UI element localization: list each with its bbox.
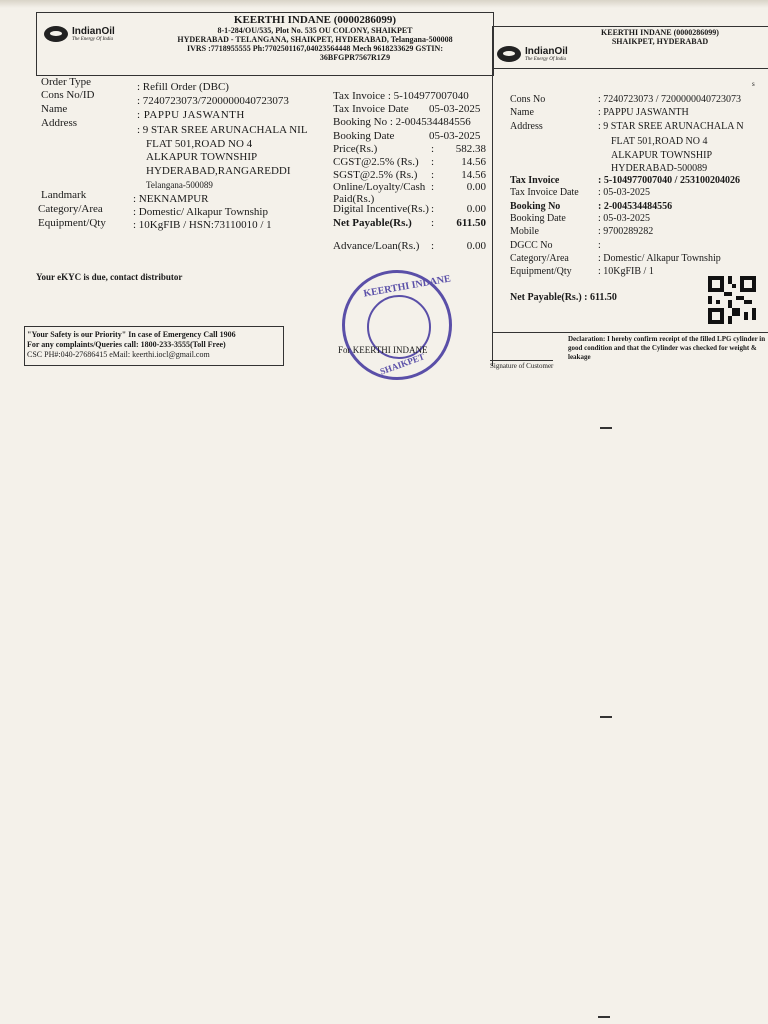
counterfoil-row-label: Booking No xyxy=(510,201,561,212)
counterfoil-row-label: Cons No xyxy=(510,94,546,105)
value-address-5: Telangana-500089 xyxy=(146,180,213,190)
price-row-label: Online/Loyalty/Cash xyxy=(333,181,426,193)
right-indianoil-logo xyxy=(497,46,568,62)
price-row-value: 0.00 xyxy=(466,203,486,215)
price-row-value: 582.38 xyxy=(455,143,486,155)
counterfoil-row-value: : 9700289282 xyxy=(598,226,654,237)
price-row-separator: : xyxy=(431,203,435,215)
label-landmark: Landmark xyxy=(41,189,87,201)
counterfoil-row-value: : Domestic/ Alkapur Township xyxy=(598,253,721,264)
booking-date-label: Booking Date xyxy=(333,130,395,142)
price-row-value: 611.50 xyxy=(456,217,486,229)
counterfoil-row-label: Tax Invoice Date xyxy=(510,187,579,198)
price-row-separator: : xyxy=(431,143,435,155)
value-cons-no: : 7240723073/7200000040723073 xyxy=(137,95,289,107)
emergency-line: "Your Safety is our Priority" In case of Emergency Call 1906 xyxy=(27,330,236,339)
counterfoil-row-value: : 9 STAR SREE ARUNACHALA N xyxy=(598,121,744,132)
customer-signature-label: Signature of Customer xyxy=(490,362,554,370)
for-distributor-label: For KEERTHI INDANE xyxy=(338,345,428,355)
right-distributor-location: SHAIKPET, HYDERABAD xyxy=(611,37,709,46)
value-address-1: : 9 STAR SREE ARUNACHALA NIL xyxy=(137,124,308,136)
stamp-text-top: KEERTHI INDANE xyxy=(362,273,452,300)
value-address-4: HYDERABAD,RANGAREDDI xyxy=(146,165,291,177)
counterfoil-row-label: DGCC No xyxy=(510,240,553,251)
distributor-title: KEERTHI INDANE (0000286099) xyxy=(233,14,397,26)
complaints-line: For any complaints/Queries call: 1800-233-3555(Toll Free) xyxy=(27,340,226,349)
counterfoil-row-value: : 10KgFIB / 1 xyxy=(598,266,654,277)
counterfoil-row-value: ALKAPUR TOWNSHIP xyxy=(611,150,713,161)
declaration-text: Declaration: I hereby confirm receipt of the filled LPG cylinder in good condition and that the Cylinder was checked for weight & leakage xyxy=(568,335,766,361)
price-row-value: 14.56 xyxy=(461,156,486,168)
counterfoil-row-label: Booking Date xyxy=(510,213,566,224)
indianoil-logo-icon xyxy=(497,46,521,62)
price-row-separator: : xyxy=(431,169,435,181)
right-header-rule xyxy=(492,68,768,69)
counterfoil-row-value: : xyxy=(598,240,601,251)
counterfoil-row-value: : 7240723073 / 7200000040723073 xyxy=(598,94,742,105)
label-order-type: Order Type xyxy=(41,76,92,88)
address-line-2: HYDERABAD - TELANGANA, SHAIKPET, HYDERABAD, Telangana-500008 xyxy=(177,35,453,44)
price-row-label: Price(Rs.) xyxy=(333,143,378,155)
price-row-label: Digital Incentive(Rs.) xyxy=(333,203,429,215)
price-row-value: 0.00 xyxy=(466,181,486,193)
punch-mark xyxy=(600,716,612,718)
value-address-2: FLAT 501,ROAD NO 4 xyxy=(146,138,253,150)
counterfoil-row-label: Tax Invoice xyxy=(510,175,560,186)
logo-tagline: The Energy Of India xyxy=(525,56,567,62)
label-address: Address xyxy=(41,117,78,129)
label-cons-no: Cons No/ID xyxy=(41,89,95,101)
stamp-text-bottom: SHAIKPET xyxy=(378,351,426,377)
counterfoil-row-label: Equipment/Qty xyxy=(510,266,572,277)
counterfoil-row-value: : 05-03-2025 xyxy=(598,187,650,198)
counterfoil-row-label: Category/Area xyxy=(510,253,569,264)
counterfoil-row-label: Address xyxy=(510,121,543,132)
logo-name: IndianOil xyxy=(525,45,568,57)
contact-line: IVRS :7718955555 Ph:7702501167,04023564448 Mech 9618233629 GSTIN: xyxy=(186,44,443,53)
value-category: : Domestic/ Alkapur Township xyxy=(133,206,268,218)
left-indianoil-logo xyxy=(44,26,115,42)
paper-edge xyxy=(0,0,768,8)
counterfoil-row-value: : 05-03-2025 xyxy=(598,213,650,224)
label-name: Name xyxy=(41,103,68,115)
price-row-value: 0.00 xyxy=(466,240,486,252)
value-name: : PAPPU JASWANTH xyxy=(137,109,245,121)
counterfoil-row-value: : 5-104977007040 / 253100204026 xyxy=(598,175,740,186)
price-row-separator: : xyxy=(431,240,435,252)
price-row-label: CGST@2.5% (Rs.) xyxy=(333,156,419,168)
price-row-separator: : xyxy=(431,181,435,193)
left-header xyxy=(140,14,490,62)
counterfoil-row-label: Name xyxy=(510,107,534,118)
right-header xyxy=(560,28,760,46)
right-net-payable: Net Payable(Rs.) : 611.50 xyxy=(510,292,617,303)
price-row-separator: : xyxy=(431,156,435,168)
logo-tagline: The Energy Of India xyxy=(72,36,114,42)
label-category: Category/Area xyxy=(38,203,103,215)
price-row-label: Paid(Rs.) xyxy=(333,193,375,205)
counterfoil-row-value: FLAT 501,ROAD NO 4 xyxy=(611,136,708,147)
punch-mark xyxy=(600,427,612,429)
tax-invoice-date-label: Tax Invoice Date xyxy=(333,103,409,115)
counterfoil-row-label: Mobile xyxy=(510,226,539,237)
value-landmark: : NEKNAMPUR xyxy=(133,193,209,205)
label-equipment: Equipment/Qty xyxy=(38,217,106,229)
tax-invoice: Tax Invoice : 5-104977007040 xyxy=(333,90,469,102)
punch-mark xyxy=(598,1016,610,1018)
indianoil-logo-icon xyxy=(44,26,68,42)
counterfoil-row-value: : 2-004534484556 xyxy=(598,201,673,212)
price-row-value: 14.56 xyxy=(461,169,486,181)
right-top-rule xyxy=(492,26,768,27)
value-order-type: : Refill Order (DBC) xyxy=(137,81,229,93)
price-row-label: SGST@2.5% (Rs.) xyxy=(333,169,418,181)
right-distributor-title: KEERTHI INDANE (0000286099) xyxy=(601,28,719,37)
value-address-3: ALKAPUR TOWNSHIP xyxy=(146,151,258,163)
right-footer-rule xyxy=(492,332,768,333)
counterfoil-row-value: HYDERABAD-500089 xyxy=(611,163,708,174)
corner-mark: s xyxy=(752,80,755,88)
left-footer xyxy=(27,330,236,360)
ekyc-notice: Your eKYC is due, contact distributor xyxy=(36,272,183,282)
price-row-label: Net Payable(Rs.) xyxy=(333,217,412,229)
distributor-stamp xyxy=(342,270,452,380)
contact-email-line: CSC PH#:040-27686415 eMail: keerthi.iocl@gmail.com xyxy=(27,350,210,359)
price-row-label: Advance/Loan(Rs.) xyxy=(333,240,420,252)
value-equipment: : 10KgFIB / HSN:73110010 / 1 xyxy=(133,219,272,231)
tax-invoice-date: 05-03-2025 xyxy=(429,103,481,115)
gstin-value: 36BFGPR7567R1Z9 xyxy=(319,53,391,62)
price-row-separator: : xyxy=(431,217,435,229)
qr-code xyxy=(708,276,756,324)
booking-no: Booking No : 2-004534484556 xyxy=(333,116,471,128)
counterfoil-row-value: : PAPPU JASWANTH xyxy=(598,107,689,118)
logo-name: IndianOil xyxy=(72,25,115,37)
booking-date: 05-03-2025 xyxy=(429,130,481,142)
address-line-1: 8-1-284/OU/535, Plot No. 535 OU COLONY, SHAIKPET xyxy=(217,26,413,35)
right-divider xyxy=(492,26,493,366)
